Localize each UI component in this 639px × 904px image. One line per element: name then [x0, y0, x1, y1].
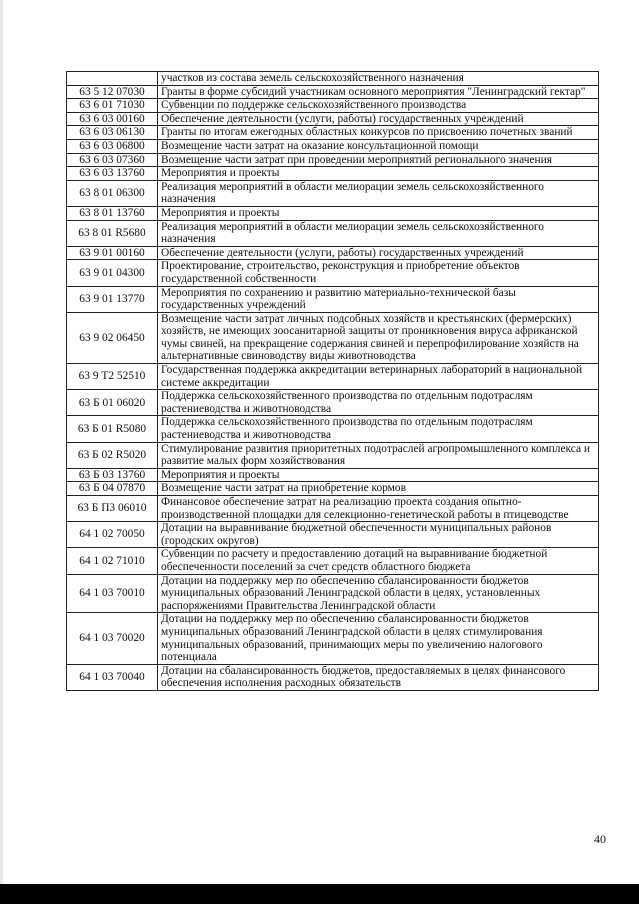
description-cell: Субвенции по расчету и предоставлению дотаций на выравнивание бюджетной обеспеченности поселений за счет средств областного бюджета	[158, 548, 599, 574]
budget-code-cell: 63 8 01 06300	[67, 180, 158, 206]
table-row	[67, 286, 599, 312]
description-cell: Обеспечение деятельности (услуги, работы) государственных учреждений	[158, 112, 599, 126]
table-row	[67, 416, 599, 442]
budget-code-cell: 63 9 01 00160	[67, 246, 158, 260]
budget-code-cell: 63 6 03 13760	[67, 167, 158, 181]
description-cell: Реализация мероприятий в области мелиорации земель сельскохозяйственного назначения	[158, 220, 599, 246]
description-cell: Возмещение части затрат при проведении мероприятий регионального значения	[158, 153, 599, 167]
budget-code-cell: 63 9 02 06450	[67, 312, 158, 363]
description-cell: Дотации на выравнивание бюджетной обеспеченности муниципальных районов (городских округов)	[158, 522, 599, 548]
table-row	[67, 664, 599, 690]
table-row	[67, 206, 599, 220]
budget-code-cell: 63 6 03 06800	[67, 139, 158, 153]
table-row	[67, 496, 599, 522]
table-row	[67, 390, 599, 416]
description-cell: Реализация мероприятий в области мелиорации земель сельскохозяйственного назначения	[158, 180, 599, 206]
budget-code-table	[66, 71, 599, 691]
description-cell: Гранты по итогам ежегодных областных конкурсов по присвоению почетных званий	[158, 126, 599, 140]
table-row	[67, 574, 599, 613]
budget-code-cell: 63 5 12 07030	[67, 85, 158, 99]
table-row	[67, 468, 599, 482]
budget-code-cell: 63 8 01 R5680	[67, 220, 158, 246]
table-row	[67, 613, 599, 664]
budget-code-cell: 63 Б 02 R5020	[67, 442, 158, 468]
table-row	[67, 260, 599, 286]
table-row	[67, 482, 599, 496]
description-cell: Мероприятия и проекты	[158, 206, 599, 220]
description-cell: Возмещение части затрат на оказание консультационной помощи	[158, 139, 599, 153]
budget-code-cell	[67, 72, 158, 86]
description-cell: Мероприятия и проекты	[158, 167, 599, 181]
budget-code-cell: 63 6 03 06130	[67, 126, 158, 140]
budget-code-cell: 64 1 02 71010	[67, 548, 158, 574]
table-row	[67, 246, 599, 260]
table-row	[67, 167, 599, 181]
budget-code-cell: 63 6 03 07360	[67, 153, 158, 167]
description-cell: Поддержка сельскохозяйственного производства по отдельным подотраслям растениеводства и животноводства	[158, 416, 599, 442]
table-row	[67, 153, 599, 167]
budget-code-cell: 63 Б П3 06010	[67, 496, 158, 522]
table-row	[67, 126, 599, 140]
description-cell: Финансовое обеспечение затрат на реализацию проекта создания опытно-производственной площадки для селекционно-генетической работы в птицеводстве	[158, 496, 599, 522]
budget-code-cell: 64 1 03 70040	[67, 664, 158, 690]
budget-code-cell: 63 Б 01 R5080	[67, 416, 158, 442]
scan-edge	[0, 0, 3, 904]
budget-code-cell: 64 1 03 70020	[67, 613, 158, 664]
description-cell: Субвенции по поддержке сельскохозяйственного производства	[158, 99, 599, 113]
budget-code-cell: 63 9 01 13770	[67, 286, 158, 312]
table-row	[67, 548, 599, 574]
table-row	[67, 72, 599, 86]
budget-code-cell: 63 9 01 04300	[67, 260, 158, 286]
table-row	[67, 442, 599, 468]
description-cell: Дотации на сбалансированность бюджетов, предоставляемых в целях финансового обеспечения исполнения расходных обязательств	[158, 664, 599, 690]
description-cell: участков из состава земель сельскохозяйственного назначения	[158, 72, 599, 86]
table-row	[67, 522, 599, 548]
budget-code-cell: 63 8 01 13760	[67, 206, 158, 220]
table-row	[67, 180, 599, 206]
table-row	[67, 99, 599, 113]
description-cell: Поддержка сельскохозяйственного производства по отдельным подотраслям растениеводства и животноводства	[158, 390, 599, 416]
budget-code-cell: 63 6 03 00160	[67, 112, 158, 126]
description-cell: Дотации на поддержку мер по обеспечению сбалансированности бюджетов муниципальных образований Ленинградской области в целях стимулирования муниципальных образований, принимающих меры по увеличению налогового потенциала	[158, 613, 599, 664]
description-cell: Государственная поддержка аккредитации ветеринарных лабораторий в национальной системе аккредитации	[158, 364, 599, 390]
description-cell: Обеспечение деятельности (услуги, работы) государственных учреждений	[158, 246, 599, 260]
budget-code-cell: 64 1 02 70050	[67, 522, 158, 548]
budget-code-cell: 63 Б 01 06020	[67, 390, 158, 416]
description-cell: Дотации на поддержку мер по обеспечению сбалансированности бюджетов муниципальных образований Ленинградской области в целях, установленных распоряжениями Правительства Ленинградской области	[158, 574, 599, 613]
description-cell: Возмещение части затрат на приобретение кормов	[158, 482, 599, 496]
table-row	[67, 364, 599, 390]
table-row	[67, 112, 599, 126]
scan-bottom-band	[0, 884, 639, 904]
budget-code-cell: 63 Б 04 07870	[67, 482, 158, 496]
description-cell: Проектирование, строительство, реконструкция и приобретение объектов государственной собственности	[158, 260, 599, 286]
description-cell: Мероприятия и проекты	[158, 468, 599, 482]
budget-code-cell: 64 1 03 70010	[67, 574, 158, 613]
table-row	[67, 139, 599, 153]
description-cell: Стимулирование развития приоритетных подотраслей агропромышленного комплекса и развитие малых форм хозяйствования	[158, 442, 599, 468]
table-row	[67, 312, 599, 363]
budget-code-cell: 63 6 01 71030	[67, 99, 158, 113]
table-row	[67, 220, 599, 246]
description-cell: Возмещение части затрат личных подсобных хозяйств и крестьянских (фермерских) хозяйств, не имеющих зоосанитарной защиты от проникновения вируса африканской чумы свиней, на прекращение содержания свиней и перепрофилирование хозяйств на альтернативные свиноводству виды животноводства	[158, 312, 599, 363]
description-cell: Гранты в форме субсидий участникам основного мероприятия "Ленинградский гектар"	[158, 85, 599, 99]
budget-code-cell: 63 Б 03 13760	[67, 468, 158, 482]
table-row	[67, 85, 599, 99]
budget-code-cell: 63 9 Т2 52510	[67, 364, 158, 390]
description-cell: Мероприятия по сохранению и развитию материально-технической базы государственных учреждений	[158, 286, 599, 312]
page-number: 40	[594, 832, 606, 846]
